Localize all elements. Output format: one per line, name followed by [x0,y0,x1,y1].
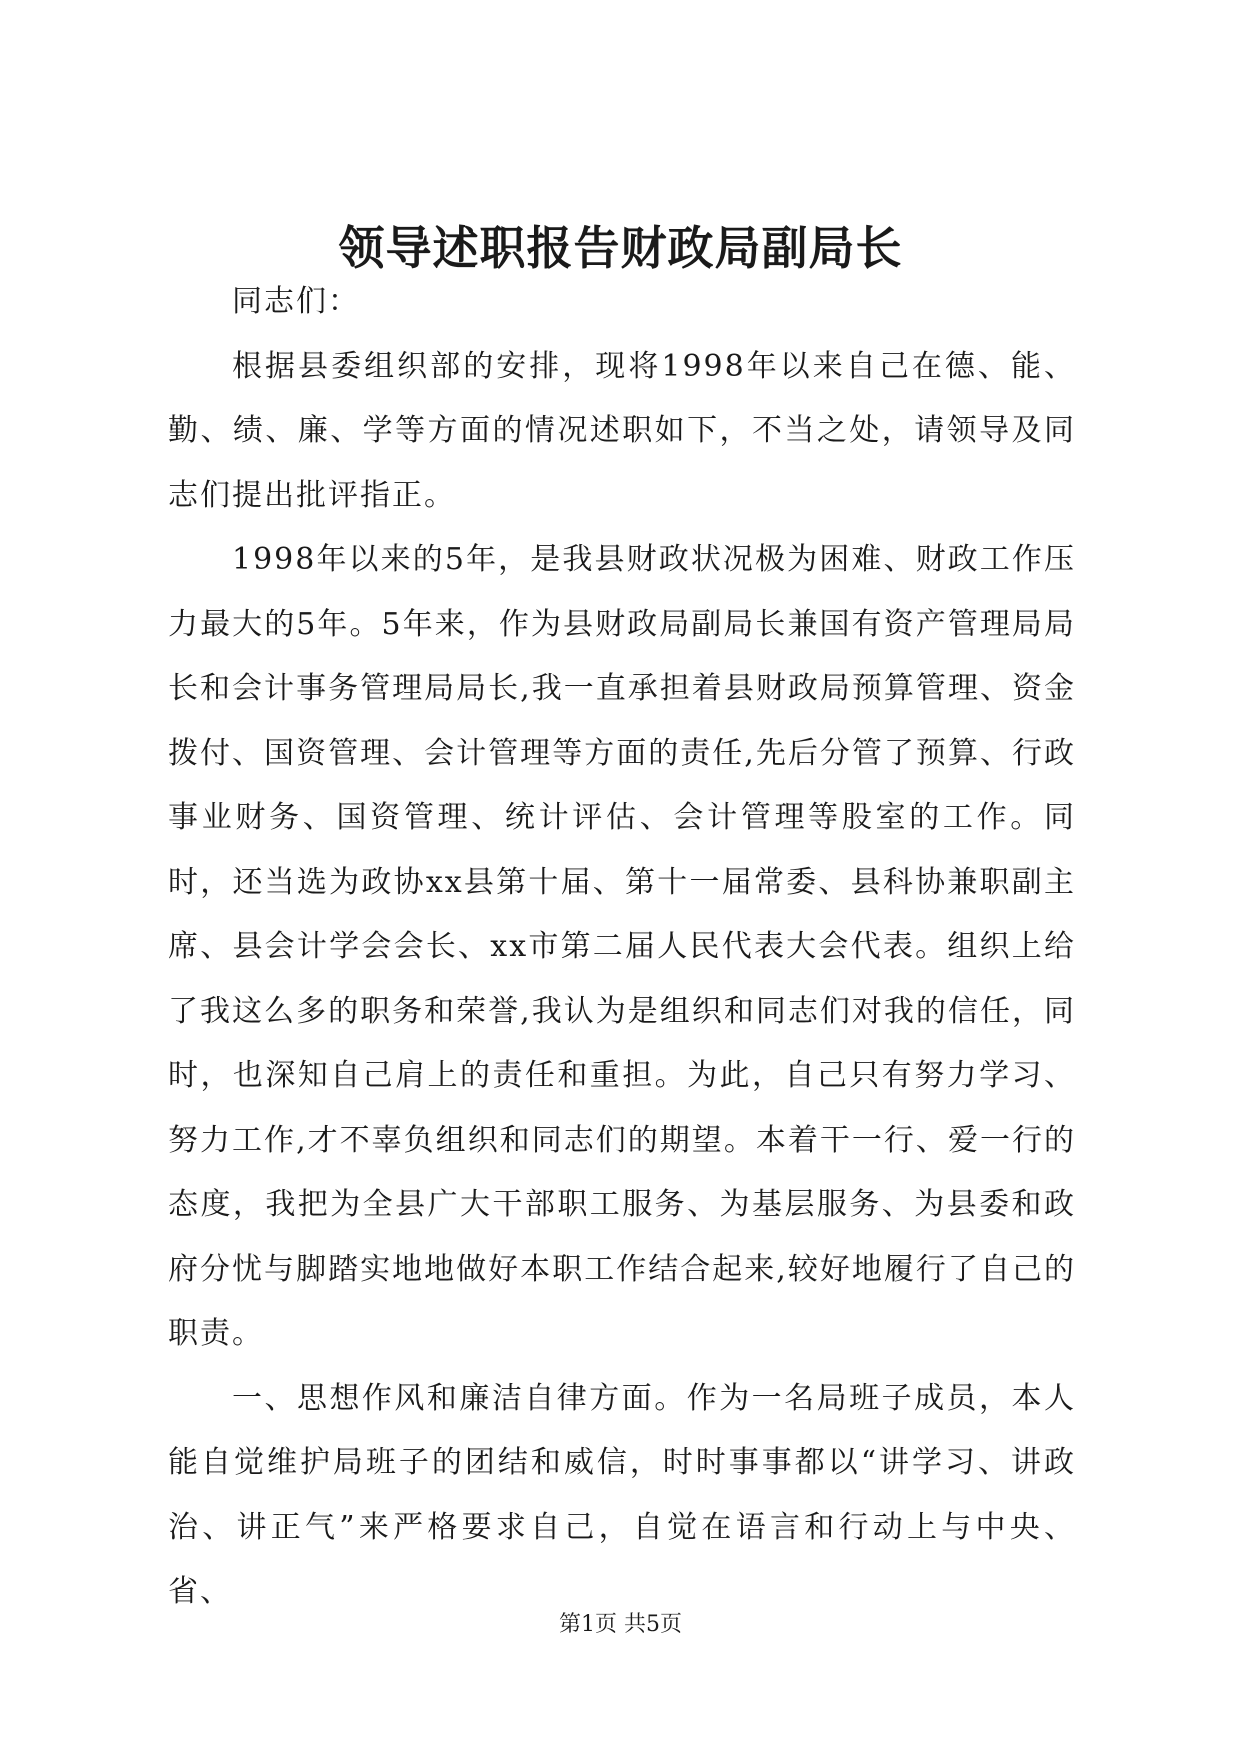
intro-paragraph: 根据县委组织部的安排，现将1998年以来自己在德、能、勤、绩、廉、学等方面的情况述职如下，不当之处，请领导及同志们提出批评指正。 [168,348,1076,513]
page-number-footer: 第1页 共5页 [559,1612,682,1637]
document-title: 领导述职报告财政局副局长 [338,221,903,275]
overview-paragraph: 1998年以来的5年，是我县财政状况极为困难、财政工作压力最大的5年。5年来，作为县财政局副局长兼国有资产管理局局长和会计事务管理局局长,我一直承担着县财政局预算管理、资金拨付、国资管理、会计管理等方面的责任,先后分管了预算、行政事业财务、国资管理、统计评估、会计管理等股室的工作。同时，还当选为政协xx县第十届、第十一届常委、县科协兼职副主席、县会计学会会长、xx市第二届人民代表大会代表。组织上给了我这么多的职务和荣誉,我认为是组织和同志们对我的信任，同时，也深知自己肩上的责任和重担。为此，自己只有努力学习、努力工作,才不辜负组织和同志们的期望。本着干一行、爱一行的态度，我把为全县广大干部职工服务、为基层服务、为县委和政府分忧与脚踏实地地做好本职工作结合起来,较好地履行了自己的职责。 [168,542,1076,1351]
document-body [168,270,1076,1625]
section-one-paragraph: 一、思想作风和廉洁自律方面。作为一名局班子成员，本人能自觉维护局班子的团结和威信，时时事事都以“讲学习、讲政治、讲正气”来严格要求自己，自觉在语言和行动上与中央、省、 [168,1380,1076,1609]
salutation-paragraph: 同志们： [232,284,360,319]
